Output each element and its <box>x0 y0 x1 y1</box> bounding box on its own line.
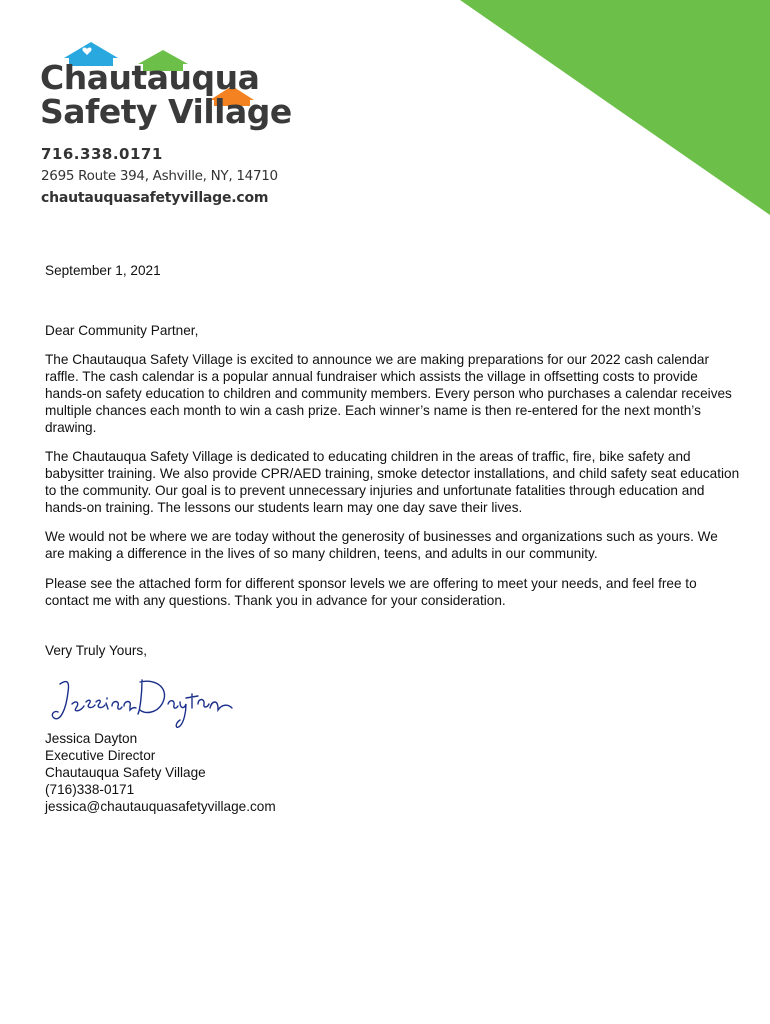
signer-organization: Chautauqua Safety Village <box>45 765 206 780</box>
paragraph-4: Please see the attached form for different sponsor levels we are offering to meet your needs, and feel free to contact me with any questions. Thank you in advance for your consideration. <box>45 576 697 608</box>
paragraph-2: The Chautauqua Safety Village is dedicated to educating children in the areas of traffic, fire, bike safety and babysitter training. We also provide CPR/AED training, smoke detector installations, and child safety seat education to the community. Our goal is to prevent unnecessary injuries and unfortunate fatalities through education and hands-on training. The lessons our students learn may one day save their lives. <box>45 449 740 515</box>
signer-title: Executive Director <box>45 748 156 763</box>
handwritten-signature <box>46 670 236 730</box>
letter-salutation: Dear Community Partner, <box>45 323 199 338</box>
logo-name-line1: Chautauqua <box>40 58 260 97</box>
letter-date: September 1, 2021 <box>45 263 161 278</box>
signer-email[interactable]: jessica@chautauquasafetyvillage.com <box>45 799 276 814</box>
signer-block <box>45 730 276 815</box>
letter-closing: Very Truly Yours, <box>45 643 148 658</box>
org-address: 2695 Route 394, Ashville, NY, 14710 <box>41 168 278 184</box>
signer-name: Jessica Dayton <box>45 731 138 746</box>
paragraph-3: We would not be where we are today without the generosity of businesses and organizations such as yours. We are making a difference in the lives of so many children, teens, and adults in our community. <box>45 529 718 561</box>
org-website[interactable]: chautauquasafetyvillage.com <box>41 190 269 206</box>
signer-phone: (716)338-0171 <box>45 782 135 797</box>
org-phone: 716.338.0171 <box>41 145 163 163</box>
paragraph-1: The Chautauqua Safety Village is excited to announce we are making preparations for our 2022 cash calendar raffle. The cash calendar is a popular annual fundraiser which assists the village in offsetting costs to provide hands-on safety education to children and community members. Every person who purchases a calendar receives multiple chances each month to win a cash prize. Each winner’s name is then re-entered for the next month’s drawing. <box>45 352 732 435</box>
logo-name-line2: Safety Village <box>40 92 292 131</box>
